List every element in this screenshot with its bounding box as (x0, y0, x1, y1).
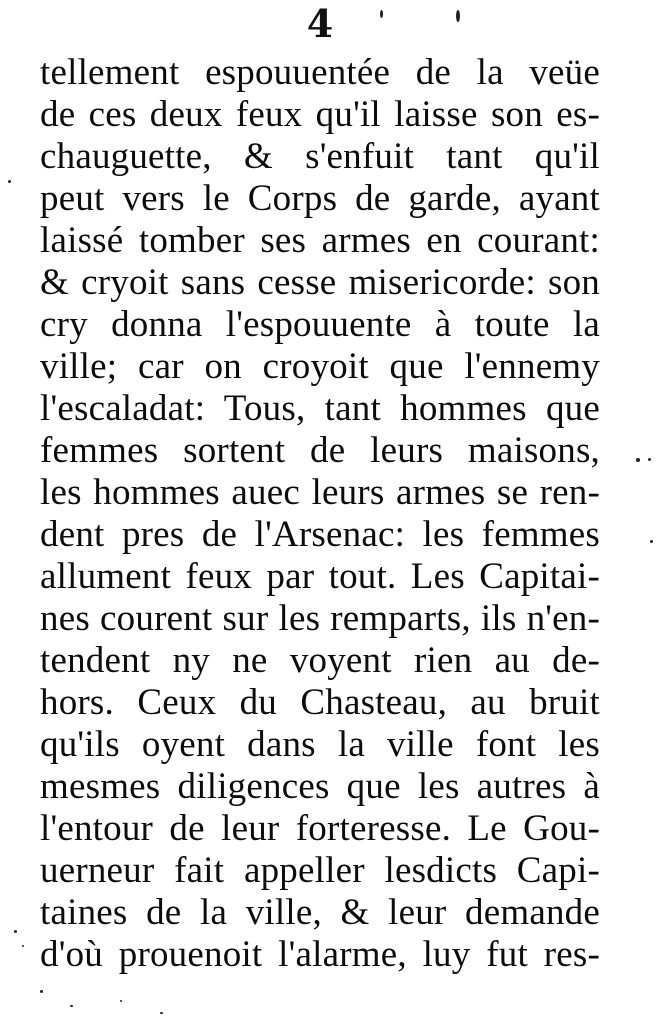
text-line: laissé tomber ses armes en courant: (40, 220, 600, 261)
text-line: de ces deux feux qu'il laisse son es- (40, 94, 600, 135)
page-number: 4 (306, 1, 334, 46)
text-line: uerneur fait appeller lesdicts Capi- (40, 850, 600, 891)
text-line: l'escaladat: Tous, tant hommes que (40, 388, 600, 429)
text-line: taines de la ville, & leur demande (40, 892, 600, 933)
ink-speck (648, 458, 651, 461)
text-line: chauguette, & s'enfuit tant qu'il (40, 136, 600, 177)
ink-speck (14, 930, 17, 933)
ink-speck (22, 945, 24, 947)
text-line: cry donna l'espouuente à toute la (40, 304, 600, 345)
text-line: peut vers le Corps de garde, ayant (40, 178, 600, 219)
text-line: d'où prouenoit l'alarme, luy fut res- (40, 934, 600, 975)
ink-speck (456, 10, 460, 22)
ink-speck (120, 1000, 122, 1002)
text-line: les hommes auec leurs armes se ren- (40, 472, 600, 513)
text-line: nes courent sur les remparts, ils n'en- (40, 598, 600, 639)
text-line: femmes sortent de leurs maisons, (40, 430, 600, 471)
text-line: allument feux par tout. Les Capitai- (40, 556, 600, 597)
ink-speck (8, 180, 11, 183)
ink-speck (70, 1005, 73, 1007)
text-line: & cryoit sans cesse misericorde: son (40, 262, 600, 303)
ink-speck (636, 458, 640, 462)
text-line: mesmes diligences que les autres à (40, 766, 600, 807)
text-line: tendent ny ne voyent rien au de- (40, 640, 600, 681)
text-line: tellement espouuentée de la veüe (40, 52, 600, 93)
ink-speck (160, 1012, 163, 1014)
ink-speck (650, 540, 653, 543)
text-line: ville; car on croyoit que l'ennemy (40, 346, 600, 387)
text-line: qu'ils oyent dans la ville font les (40, 724, 600, 765)
text-line: dent pres de l'Arsenac: les femmes (40, 514, 600, 555)
ink-speck (40, 990, 43, 993)
text-line: l'entour de leur forteresse. Le Gou- (40, 808, 600, 849)
ink-speck (380, 10, 383, 18)
text-line: hors. Ceux du Chasteau, au bruit (40, 682, 600, 723)
body-text (40, 52, 600, 976)
